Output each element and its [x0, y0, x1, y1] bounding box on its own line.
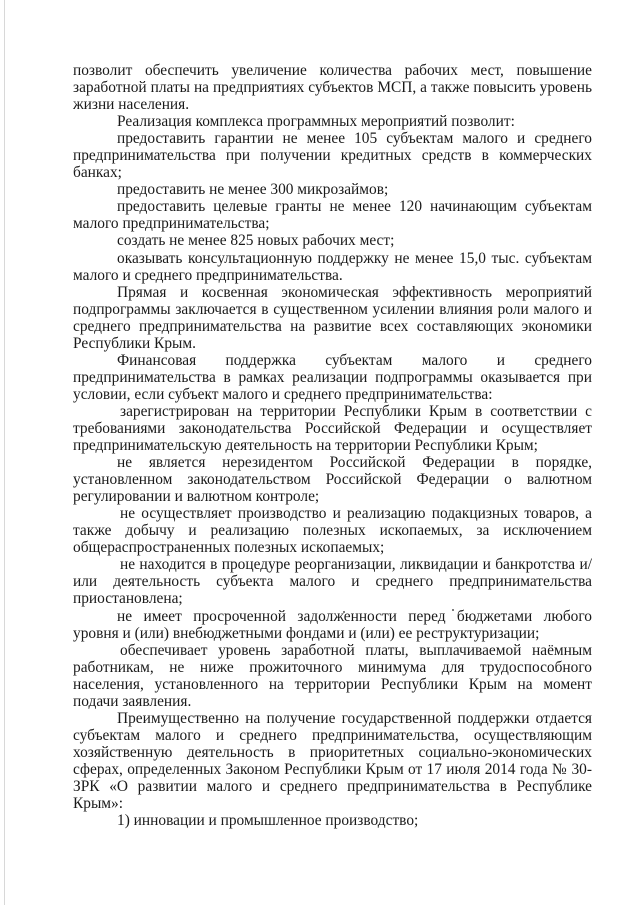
- list-item-consulting: оказывать консультационную поддержку не менее 15,0 тыс. субъектам малого и среднего предпринимательства.: [73, 249, 592, 284]
- document-body: [73, 62, 592, 829]
- paragraph-financial-support: Финансовая поддержка субъектам малого и среднего предпринимательства в рамках реализации подпрограммы оказывается при условии, если субъект малого и среднего предпринимательства:: [73, 351, 592, 403]
- scan-edge-line: [4, 0, 5, 905]
- paragraph-intro: Реализация комплекса программных мероприятий позволит:: [117, 113, 515, 131]
- list-item-innovation: 1) инновации и промышленное производство;: [117, 812, 419, 830]
- condition-no-bankruptcy: не находится в процедуре реорганизации, ликвидации и банкротства и/или деятельность субъекта малого и среднего предпринимательства приостановлена;: [73, 556, 592, 608]
- paragraph-priority: Преимущественно на получение государственной поддержки отдается субъектам малого и среднего предпринимательства, осуществляющим хозяйственную деятельность в приоритетных социально-экономических сферах, определенных Законом Республики Крым от 17 июля 2014 года № 30-ЗРК «О развитии малого и среднего предпринимательства в Республике Крым»:: [73, 709, 592, 813]
- list-item-grants: предоставить целевые гранты не менее 120 начинающим субъектам малого предпринимательства;: [73, 198, 592, 233]
- list-item-microloans: предоставить не менее 300 микрозаймов;: [117, 181, 389, 199]
- condition-no-excise: не осуществляет производство и реализацию подакцизных товаров, а также добычу и реализацию полезных ископаемых, за исключением общераспространенных полезных ископаемых;: [73, 505, 592, 557]
- paragraph-efficiency: Прямая и косвенная экономическая эффективность мероприятий подпрограммы заключается в существенном усилении влияния роли малого и среднего предпринимательства на развитие всех составляющих экономики Республики Крым.: [73, 283, 592, 352]
- list-item-guarantees: предоставить гарантии не менее 105 субъектам малого и среднего предпринимательства при получении кредитных средств в коммерческих банках;: [73, 130, 592, 182]
- condition-no-debt: не имеет просроченной задолженности перед бюджетами любого уровня и (или) внебюджетными фондами и (или) ее реструктуризации;: [73, 607, 592, 642]
- paragraph-continuation: позволит обеспечить увеличение количества рабочих мест, повышение заработной платы на предприятиях субъектов МСП, а также повысить уровень жизни населения.: [73, 62, 592, 114]
- list-item-jobs: создать не менее 825 новых рабочих мест;: [117, 232, 395, 250]
- condition-wages: обеспечивает уровень заработной платы, выплачиваемой наёмным работникам, не ниже прожиточного минимума для трудоспособного населения, установленного на территории Республики Крым на момент подачи заявления.: [73, 641, 592, 710]
- condition-registered: зарегистрирован на территории Республики Крым в соответствии с требованиями законодательства Российской Федерации и осуществляет предпринимательскую деятельность на территории Республики Крым;: [73, 402, 592, 455]
- condition-not-nonresident: не является нерезидентом Российской Федерации в порядке, установленном законодательством Российской Федерации о валютном регулировании и валютном контроле;: [73, 454, 592, 506]
